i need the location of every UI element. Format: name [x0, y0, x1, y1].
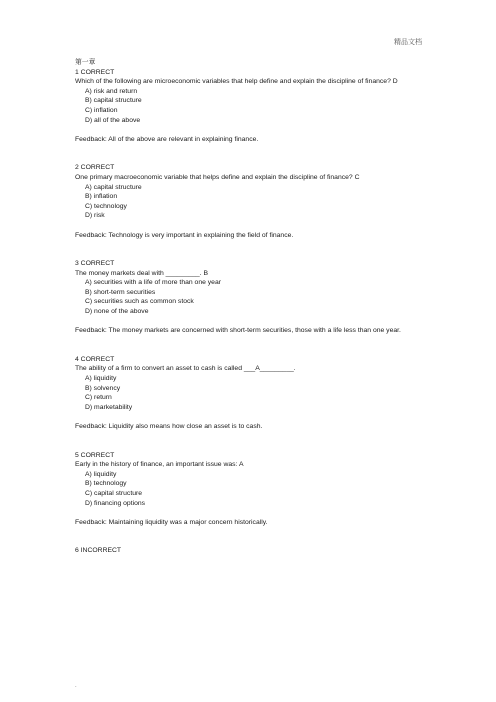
option: D) none of the above	[85, 308, 149, 316]
question-status: 2 CORRECT	[75, 164, 115, 172]
option: C) securities such as common stock	[85, 298, 194, 306]
question-text: The money markets deal with _________. B	[75, 269, 208, 277]
question-1	[75, 68, 435, 145]
option: A) capital structure	[85, 183, 142, 191]
option: C) return	[85, 394, 112, 402]
feedback: Feedback: Liquidity also means how close an asset is to cash.	[75, 423, 263, 430]
option: A) risk and return	[85, 87, 138, 95]
option: D) financing options	[85, 499, 146, 507]
option-list	[75, 470, 435, 508]
header-tag: 精品文档	[394, 38, 422, 46]
option: A) securities with a life of more than one year	[85, 279, 222, 287]
option: B) inflation	[85, 193, 118, 201]
option: D) risk	[85, 212, 105, 220]
question-text: Early in the history of finance, an important issue was: A	[75, 461, 244, 469]
question-text: Which of the following are microeconomic variables that help define and explain the discipline of finance? D	[75, 78, 398, 86]
option: C) technology	[85, 202, 127, 210]
feedback: Feedback: The money markets are concerned with short-term securities, those with a life less than one year.	[75, 327, 401, 335]
question-text: One primary macroeconomic variable that helps define and explain the discipline of finance? C	[75, 173, 360, 181]
option-list	[75, 87, 435, 125]
feedback: Feedback: Maintaining liquidity was a major concern historically.	[75, 518, 268, 526]
question-text: The ability of a firm to convert an asset to cash is called ___A_________.	[75, 365, 296, 373]
question-3	[75, 259, 435, 336]
option: B) short-term securities	[85, 288, 156, 296]
option: B) technology	[85, 480, 127, 488]
option: A) liquidity	[85, 375, 117, 383]
option: C) capital structure	[85, 489, 143, 497]
option: B) solvency	[85, 384, 121, 392]
option: B) capital structure	[85, 97, 142, 105]
question-5	[75, 451, 435, 528]
question-status: 5 CORRECT	[75, 451, 115, 459]
option: D) all of the above	[85, 116, 141, 124]
question-6-status: 6 INCORRECT	[75, 547, 122, 555]
chapter-title: 第一章	[75, 59, 96, 66]
option-list	[75, 278, 435, 316]
option-list	[75, 374, 435, 412]
document-body	[75, 58, 435, 556]
footer-mark: .	[75, 683, 77, 689]
question-2	[75, 163, 435, 240]
feedback: Feedback: Technology is very important in explaining the field of finance.	[75, 231, 294, 239]
question-status: 3 CORRECT	[75, 260, 115, 268]
question-status: 4 CORRECT	[75, 355, 115, 363]
question-4	[75, 355, 435, 432]
question-status: 1 CORRECT	[75, 68, 115, 76]
option: D) marketability	[85, 403, 133, 411]
option: A) liquidity	[85, 470, 117, 478]
option: C) inflation	[85, 106, 118, 114]
option-list	[75, 183, 435, 221]
feedback: Feedback: All of the above are relevant in explaining finance.	[75, 135, 259, 143]
